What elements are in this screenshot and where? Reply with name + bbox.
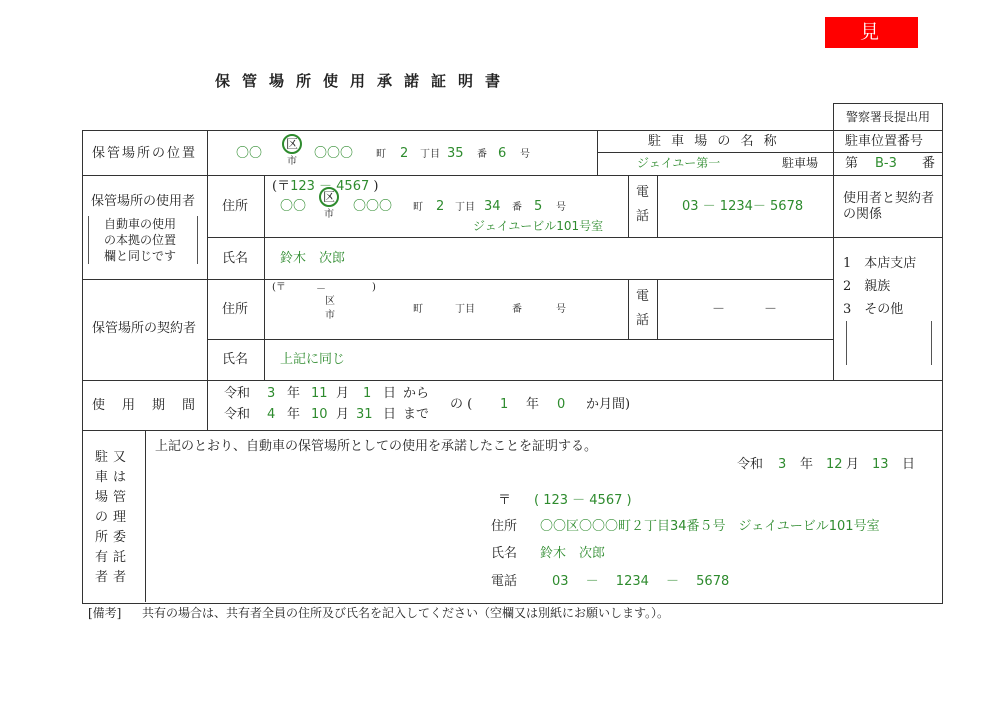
certifier-phone: 03 － 1234 － 5678 <box>552 574 730 589</box>
location-label: 保管場所の位置 <box>92 146 198 161</box>
submit-to-box <box>833 103 943 131</box>
location-go: 6 <box>498 146 507 161</box>
user-phone: 03 － 1234－ 5678 <box>682 199 804 214</box>
parking-name-label: 駐 車 場 の 名 称 <box>648 134 780 149</box>
relation-other-bracket <box>846 321 932 365</box>
user-building: ジェイユービル101号室 <box>473 219 604 233</box>
ku-circle-mark: 区 <box>319 187 339 207</box>
user-name: 鈴木 次郎 <box>280 251 346 266</box>
sample-badge: 見 本 <box>825 17 918 48</box>
certifier-name: 鈴木 次郎 <box>540 546 606 561</box>
location-shi: 市 <box>287 156 297 167</box>
certifier-phone-label: 電話 <box>491 574 518 589</box>
submit-to-label: 警察署長提出用 <box>845 110 930 124</box>
certifier-name-label: 氏名 <box>491 546 518 561</box>
document-title: 保管場所使用承諾証明書 <box>215 72 513 90</box>
relation-option-1[interactable]: 1 本店支店 <box>843 256 917 271</box>
parking-position: B-3 <box>875 156 897 171</box>
contractor-phone: － － <box>712 302 778 317</box>
contractor-label: 保管場所の契約者 <box>92 321 197 336</box>
parking-name: ジェイユー第一 <box>637 156 721 170</box>
certifier-address-label: 住所 <box>491 519 518 534</box>
contractor-address-label: 住所 <box>222 302 249 317</box>
location-pref: 〇〇 <box>236 146 263 161</box>
location-town: 〇〇〇 <box>314 146 354 161</box>
contractor-name: 上記に同じ <box>280 352 346 367</box>
period-label: 使 用 期 間 <box>92 398 198 413</box>
user-name-label: 氏名 <box>222 251 249 266</box>
user-postal: 123 － 4567 <box>290 179 370 194</box>
certification-statement: 上記のとおり、自動車の保管場所としての使用を承諾したことを証明する。 <box>155 439 598 454</box>
relation-label: 使用者と契約者の関係 <box>843 191 935 222</box>
relation-option-2[interactable]: 2 親族 <box>843 279 891 294</box>
ku-circle-mark: 区 <box>282 134 302 154</box>
remarks-label: [備考] <box>88 606 122 620</box>
contractor-name-label: 氏名 <box>222 352 249 367</box>
certifier-postal: ( 123 － 4567 ) <box>534 493 632 508</box>
location-ban: 35 <box>447 146 464 161</box>
user-label: 保管場所の使用者 <box>91 194 196 209</box>
location-chome: 2 <box>400 146 409 161</box>
user-address-label: 住所 <box>222 199 249 214</box>
position-label: 駐車位置番号 <box>845 134 924 149</box>
certifier-address: 〇〇区〇〇〇町２丁目34番５号 ジェイユービル101号室 <box>540 519 880 534</box>
parking-suffix: 駐車場 <box>782 156 819 170</box>
remarks-text: 共有の場合は、共有者全員の住所及び氏名を記入してください（空欄又は別紙にお願いします。）。 <box>142 606 670 620</box>
postal-mark-icon: 〒 <box>498 493 512 508</box>
relation-option-3[interactable]: 3 その他 <box>843 302 904 317</box>
